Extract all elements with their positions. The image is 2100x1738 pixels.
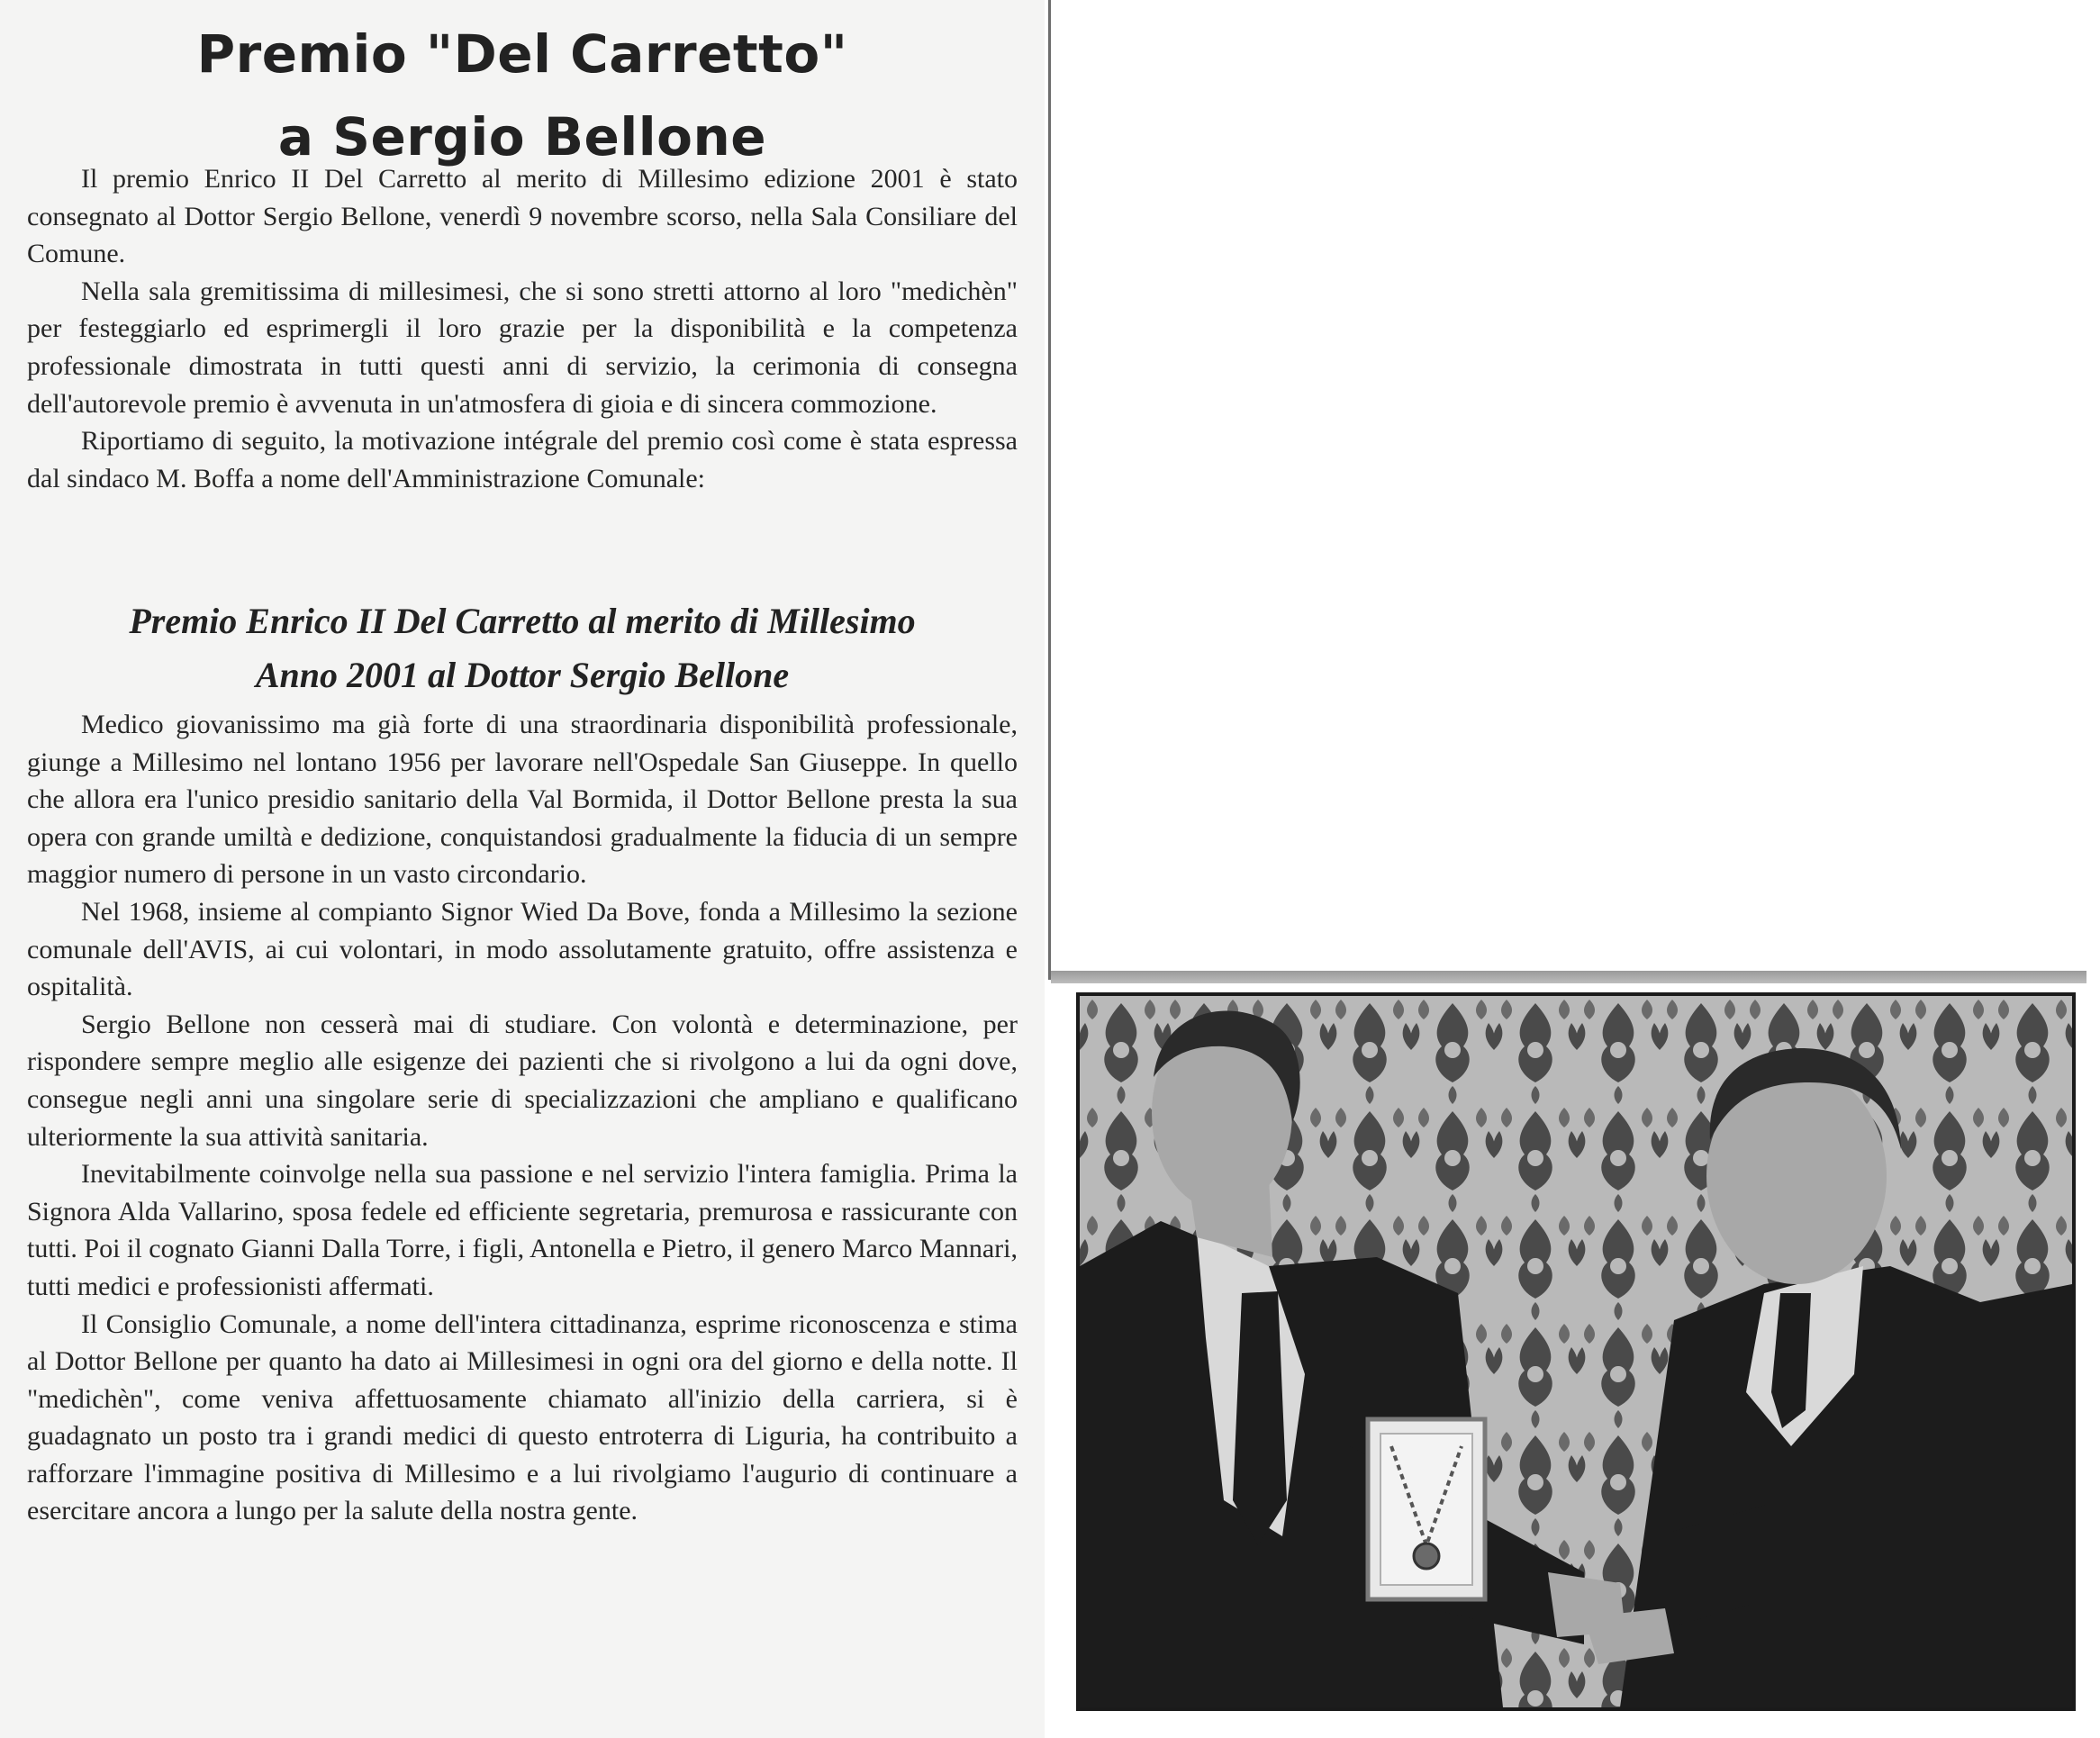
motivation-paragraph: Inevitabilmente coinvolge nella sua passione e nel servizio l'intera famiglia. Prima la Signora Alda Vallarino, sposa fedele ed efficiente segretaria, premurosa e rassicurante con tutti. Poi il cognato Gianni Dalla Torre, i figli, Antonella e Pietro, il genero Marco Mannari, tutti medici e professionisti affermati. — [27, 1159, 1018, 1301]
article-column — [0, 0, 1045, 1738]
motivation-paragraph: Il Consiglio Comunale, a nome dell'intera cittadinanza, esprime riconoscenza e stima al Dottor Bellone per quanto ha dato ai Millesimesi in ogni ora del giorno e della notte. Il "medichèn", come veniva affettuosamente chiamato all'inizio della carriera, si è guadagnato un posto tra i grandi medici di questo entroterra di Liguria, ha contribuito a rafforzare l'immagine positiva di Millesimo e a lui rivolgiamo l'augurio di continuare a esercitare ancora a lungo per la salute della nostra gente. — [27, 1308, 1018, 1526]
left-tie — [1233, 1291, 1287, 1545]
subheadline-line-2: Anno 2001 al Dottor Sergio Bellone — [255, 655, 790, 695]
motivation-text — [27, 706, 1018, 1530]
intro-paragraph: Riportiamo di seguito, la motivazione intégrale del premio così come è stata espressa dal sindaco M. Boffa a nome dell'Amministrazione Comunale: — [27, 426, 1018, 493]
headline-line-1: Premio "Del Carretto" — [196, 23, 848, 85]
intro-text — [27, 160, 1018, 497]
award-box — [1368, 1419, 1485, 1599]
scan-edge-band — [1051, 971, 2086, 983]
motivation-paragraph: Sergio Bellone non cesserà mai di studiare. Con volontà e determinazione, per rispondere sempre meglio alle esigenze dei pazienti che si rivolgono a lui da ogni dove, consegue negli anni una singolare serie di specializzazioni che ampliano e qualificano ulteriormente la sua attività sanitaria. — [27, 1009, 1018, 1152]
award-subheadline — [18, 594, 1027, 702]
headline-line-2: a Sergio Bellone — [277, 106, 767, 167]
intro-paragraph: Nella sala gremitissima di millesimesi, che si sono stretti attorno al loro "medichèn" per festeggiarlo ed esprimergli il loro grazie per la disponibilità e la competenza professionale dimostrata in tutti questi anni di servizio, la cerimonia di consegna dell'autorevole premio è avvenuta in un'atmosfera di gioia e di sincera commozione. — [27, 276, 1018, 419]
subheadline-line-1: Premio Enrico II Del Carretto al merito di Millesimo — [129, 601, 916, 641]
blank-page-area — [1051, 0, 2100, 971]
article-headline — [0, 13, 1045, 178]
award-ceremony-photo — [1076, 992, 2076, 1711]
medal — [1414, 1543, 1439, 1569]
intro-paragraph: Il premio Enrico II Del Carretto al merito di Millesimo edizione 2001 è stato consegnato al Dottor Sergio Bellone, venerdì 9 novembre scorso, nella Sala Consiliare del Comune. — [27, 164, 1018, 269]
motivation-paragraph: Nel 1968, insieme al compianto Signor Wied Da Bove, fonda a Millesimo la sezione comunale dell'AVIS, ai cui volontari, in modo assolutamente gratuito, offre assistenza e ospitalità. — [27, 896, 1018, 1002]
motivation-paragraph: Medico giovanissimo ma già forte di una straordinaria disponibilità professionale, giunge a Millesimo nel lontano 1956 per lavorare nell'Ospedale San Giuseppe. In quello che allora era l'unico presidio sanitario della Val Bormida, il Dottor Bellone presta la sua opera con grande umiltà e dedizione, conquistandosi gradualmente la fiducia di un sempre maggior numero di persone in un vasto circondario. — [27, 710, 1018, 890]
